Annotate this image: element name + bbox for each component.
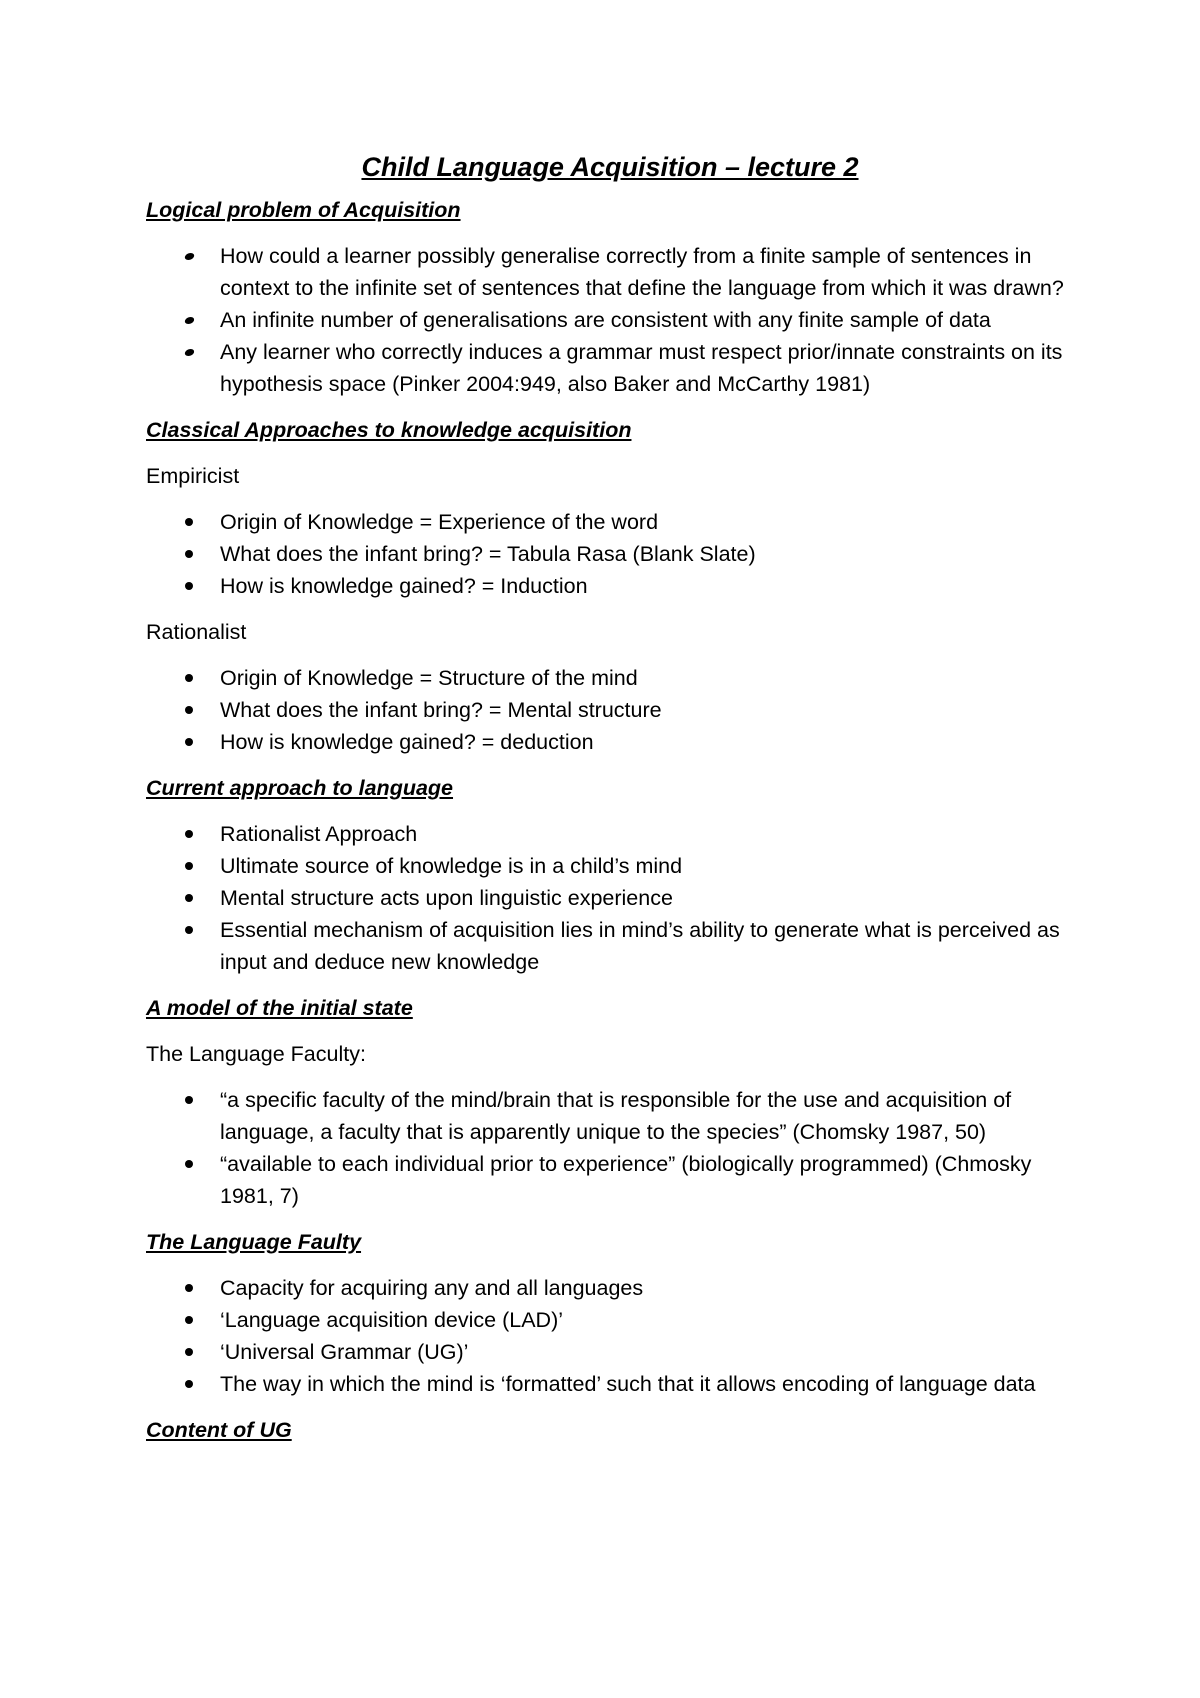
subsection-label-rationalist: Rationalist <box>146 620 247 644</box>
list-item: An infinite number of generalisations are consistent with any finite sample of data <box>146 304 1066 336</box>
bullet-icon <box>185 1284 193 1292</box>
bullet-icon <box>185 550 193 558</box>
bullet-icon <box>185 1316 193 1324</box>
bullet-list-empiricist <box>146 506 1066 602</box>
section-heading-logical-problem: Logical problem of Acquisition <box>146 198 461 222</box>
list-item: Rationalist Approach <box>146 818 1066 850</box>
section-heading-current-approach: Current approach to language <box>146 776 454 800</box>
list-item: What does the infant bring? = Tabula Rasa (Blank Slate) <box>146 538 1066 570</box>
list-item: What does the infant bring? = Mental structure <box>146 694 1066 726</box>
list-item: ‘Language acquisition device (LAD)’ <box>146 1304 1066 1336</box>
list-item: “a specific faculty of the mind/brain that is responsible for the use and acquisition of language, a faculty that is apparently unique to the species” (Chomsky 1987, 50) <box>146 1084 1066 1148</box>
document-title: Child Language Acquisition – lecture 2 <box>361 152 859 182</box>
list-item: Any learner who correctly induces a grammar must respect prior/innate constraints on its hypothesis space (Pinker 2004:949, also Baker and McCarthy 1981) <box>146 336 1066 400</box>
list-item: “available to each individual prior to experience” (biologically programmed) (Chmosky 1981, 7) <box>146 1148 1066 1212</box>
list-item: Origin of Knowledge = Experience of the word <box>146 506 1066 538</box>
bullet-list-current-approach <box>146 818 1066 978</box>
list-item: Ultimate source of knowledge is in a child’s mind <box>146 850 1066 882</box>
list-item: ‘Universal Grammar (UG)’ <box>146 1336 1066 1368</box>
bullet-icon <box>184 253 195 260</box>
list-item: Essential mechanism of acquisition lies in mind’s ability to generate what is perceived as input and deduce new knowledge <box>146 914 1066 978</box>
bullet-icon <box>184 317 195 324</box>
list-item: Mental structure acts upon linguistic experience <box>146 882 1066 914</box>
list-item: How could a learner possibly generalise correctly from a finite sample of sentences in context to the infinite set of sentences that define the language from which it was drawn? <box>146 240 1066 304</box>
section-heading-classical-approaches: Classical Approaches to knowledge acquisition <box>146 418 632 442</box>
bullet-icon <box>185 1096 193 1104</box>
bullet-icon <box>184 349 195 356</box>
bullet-list-logical-problem <box>146 240 1066 400</box>
section-heading-language-faulty: The Language Faulty <box>146 1230 362 1254</box>
list-item: The way in which the mind is ‘formatted’ such that it allows encoding of language data <box>146 1368 1066 1400</box>
bullet-icon <box>185 830 193 838</box>
list-item: Origin of Knowledge = Structure of the mind <box>146 662 1066 694</box>
bullet-icon <box>185 518 193 526</box>
bullet-icon <box>185 894 193 902</box>
list-item: How is knowledge gained? = Induction <box>146 570 1066 602</box>
list-item: Capacity for acquiring any and all languages <box>146 1272 1066 1304</box>
subsection-label-empiricist: Empiricist <box>146 464 240 488</box>
section-heading-content-of-ug: Content of UG <box>146 1418 292 1442</box>
bullet-list-rationalist <box>146 662 1066 758</box>
bullet-icon <box>185 706 193 714</box>
bullet-icon <box>185 582 193 590</box>
bullet-icon <box>185 1160 193 1168</box>
bullet-icon <box>185 1380 193 1388</box>
bullet-icon <box>185 862 193 870</box>
bullet-list-language-faulty <box>146 1272 1066 1400</box>
list-item: How is knowledge gained? = deduction <box>146 726 1066 758</box>
section-heading-initial-state: A model of the initial state <box>146 996 413 1020</box>
bullet-icon <box>185 674 193 682</box>
bullet-list-initial-state <box>146 1084 1066 1212</box>
bullet-icon <box>185 1348 193 1356</box>
subsection-label-language-faculty: The Language Faculty: <box>146 1042 366 1066</box>
bullet-icon <box>185 738 193 746</box>
document-body <box>146 148 1066 1460</box>
bullet-icon <box>185 926 193 934</box>
